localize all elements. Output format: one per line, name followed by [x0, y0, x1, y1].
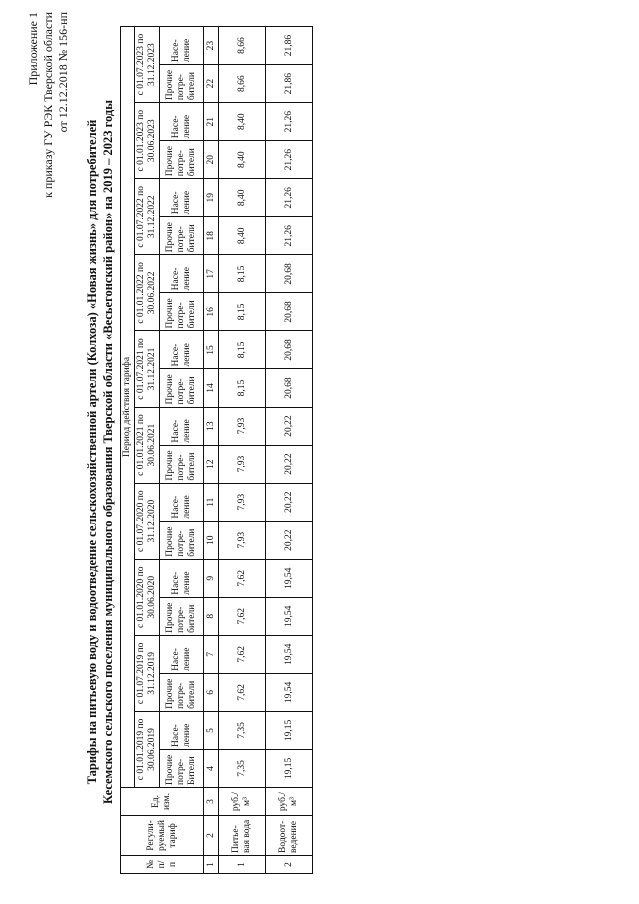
column-number: 2 — [204, 816, 219, 856]
consumer-header: Насе-ление — [160, 635, 204, 673]
row-number: 2 — [266, 856, 313, 874]
period-header: с 01.07.2022 по 31.12.2022 — [135, 179, 160, 255]
consumer-header: Прочие потре-бители — [160, 65, 204, 103]
tariff-value: 21,86 — [266, 65, 313, 103]
appendix-note — [26, 12, 71, 198]
tariff-value: 20,68 — [266, 331, 313, 369]
period-header: с 01.01.2022 по 30.06.2022 — [135, 255, 160, 331]
column-number: 9 — [204, 559, 219, 597]
tariff-value: 21,26 — [266, 141, 313, 179]
tariff-value: 20,22 — [266, 407, 313, 445]
appendix-line-2: к приказу ГУ РЭК Тверской области — [41, 12, 55, 198]
tariff-value: 21,26 — [266, 103, 313, 141]
consumer-header: Прочие потре-бители — [160, 445, 204, 483]
appendix-line-3: от 12.12.2018 № 156-нп — [56, 12, 70, 133]
tariff-value: 20,68 — [266, 293, 313, 331]
row-unit: руб./м³ — [266, 788, 313, 816]
row-service: Водоот-ведение — [266, 816, 313, 856]
period-header: с 01.01.2020 по 30.06.2020 — [135, 559, 160, 635]
consumer-header: Насе-ление — [160, 559, 204, 597]
consumer-header: Насе-ление — [160, 711, 204, 749]
row-unit: руб./м³ — [219, 788, 266, 816]
header-period: Период действия тарифа — [121, 27, 135, 788]
consumer-header: Прочие потре-бители — [160, 673, 204, 711]
period-header: с 01.01.2021 по 30.06.2021 — [135, 407, 160, 483]
column-number: 19 — [204, 179, 219, 217]
tariff-value: 20,68 — [266, 255, 313, 293]
column-number: 5 — [204, 711, 219, 749]
column-number: 17 — [204, 255, 219, 293]
column-number: 10 — [204, 521, 219, 559]
tariff-value: 8,15 — [219, 369, 266, 407]
header-unit: Ед. изм. — [121, 788, 204, 816]
tariff-value: 21,26 — [266, 179, 313, 217]
consumer-header: Насе-ление — [160, 331, 204, 369]
consumer-header: Прочие потре-бители — [160, 293, 204, 331]
column-number: 14 — [204, 369, 219, 407]
appendix-line-1: Приложение 1 — [26, 12, 40, 86]
column-number: 12 — [204, 445, 219, 483]
tariff-value: 7,62 — [219, 673, 266, 711]
column-number: 4 — [204, 749, 219, 787]
column-number: 18 — [204, 217, 219, 255]
tariff-value: 20,22 — [266, 483, 313, 521]
title-line-2: Кесемского сельского поселения муниципального образования Тверской области «Весьегонский район» на 2019 – 2023 годы — [101, 100, 115, 804]
tariff-value: 7,62 — [219, 635, 266, 673]
tariff-value: 8,66 — [219, 65, 266, 103]
tariff-value: 8,40 — [219, 141, 266, 179]
column-number: 6 — [204, 673, 219, 711]
tariff-value: 7,93 — [219, 483, 266, 521]
consumer-header: Прочие потре-бители — [160, 597, 204, 635]
tariff-value: 19,54 — [266, 559, 313, 597]
tariff-value: 8,40 — [219, 103, 266, 141]
column-number: 3 — [204, 788, 219, 816]
tariff-value: 7,62 — [219, 559, 266, 597]
tariff-value: 19,54 — [266, 635, 313, 673]
tariff-value: 7,93 — [219, 407, 266, 445]
consumer-header: Насе-ление — [160, 179, 204, 217]
row-service: Питье-вая вода — [219, 816, 266, 856]
consumer-header: Прочие потре-бители — [160, 369, 204, 407]
tariff-value: 8,15 — [219, 331, 266, 369]
tariff-table — [120, 26, 313, 874]
consumer-header: Насе-ление — [160, 27, 204, 65]
tariff-value: 8,15 — [219, 255, 266, 293]
consumer-header: Насе-ление — [160, 483, 204, 521]
column-number: 15 — [204, 331, 219, 369]
tariff-value: 7,35 — [219, 749, 266, 787]
document-title — [84, 0, 116, 904]
consumer-header: Насе-ление — [160, 407, 204, 445]
tariff-value: 7,35 — [219, 711, 266, 749]
tariff-value: 8,15 — [219, 293, 266, 331]
consumer-header: Насе-ление — [160, 255, 204, 293]
period-header: с 01.07.2021 по 31.12.2021 — [135, 331, 160, 407]
tariff-value: 20,22 — [266, 521, 313, 559]
tariff-value: 7,93 — [219, 445, 266, 483]
period-header: с 01.07.2023 по 31.12.2023 — [135, 27, 160, 103]
consumer-header: Прочие потре-Бители — [160, 749, 204, 787]
period-header: с 01.01.2019 по 30.06.2019 — [135, 711, 160, 787]
table-row — [266, 27, 313, 874]
tariff-value: 20,68 — [266, 369, 313, 407]
tariff-value: 19,15 — [266, 711, 313, 749]
column-number: 21 — [204, 103, 219, 141]
column-number: 20 — [204, 141, 219, 179]
title-line-1: Тарифы на питьевую воду и водоотведение сельскохозяйственной артели (Колхоза) «Новая жизнь» для потребителей — [85, 119, 99, 785]
header-num: № п/ п — [121, 856, 204, 874]
tariff-value: 8,66 — [219, 27, 266, 65]
period-header: с 01.01.2023 по 30.06.2023 — [135, 103, 160, 179]
tariff-value: 7,62 — [219, 597, 266, 635]
tariff-value: 19,54 — [266, 673, 313, 711]
tariff-value: 21,26 — [266, 217, 313, 255]
header-service: Регули-руемый тариф — [121, 816, 204, 856]
column-number: 11 — [204, 483, 219, 521]
period-header: с 01.07.2020 по 31.12.2020 — [135, 483, 160, 559]
column-number: 8 — [204, 597, 219, 635]
column-number: 16 — [204, 293, 219, 331]
row-number: 1 — [219, 856, 266, 874]
tariff-value: 19,54 — [266, 597, 313, 635]
tariff-value: 8,40 — [219, 217, 266, 255]
column-number: 22 — [204, 65, 219, 103]
column-number: 7 — [204, 635, 219, 673]
consumer-header: Насе-ление — [160, 103, 204, 141]
tariff-value: 21,86 — [266, 27, 313, 65]
tariff-value: 7,93 — [219, 521, 266, 559]
column-number: 23 — [204, 27, 219, 65]
consumer-header: Прочие потре-бители — [160, 217, 204, 255]
tariff-value: 19,15 — [266, 749, 313, 787]
column-number: 13 — [204, 407, 219, 445]
consumer-header: Прочие потре-бители — [160, 521, 204, 559]
consumer-header: Прочие потре-бители — [160, 141, 204, 179]
tariff-value: 8,40 — [219, 179, 266, 217]
column-number: 1 — [204, 856, 219, 874]
tariff-value: 20,22 — [266, 445, 313, 483]
period-header: с 01.07.2019 по 31.12.2019 — [135, 635, 160, 711]
table-row — [219, 27, 266, 874]
